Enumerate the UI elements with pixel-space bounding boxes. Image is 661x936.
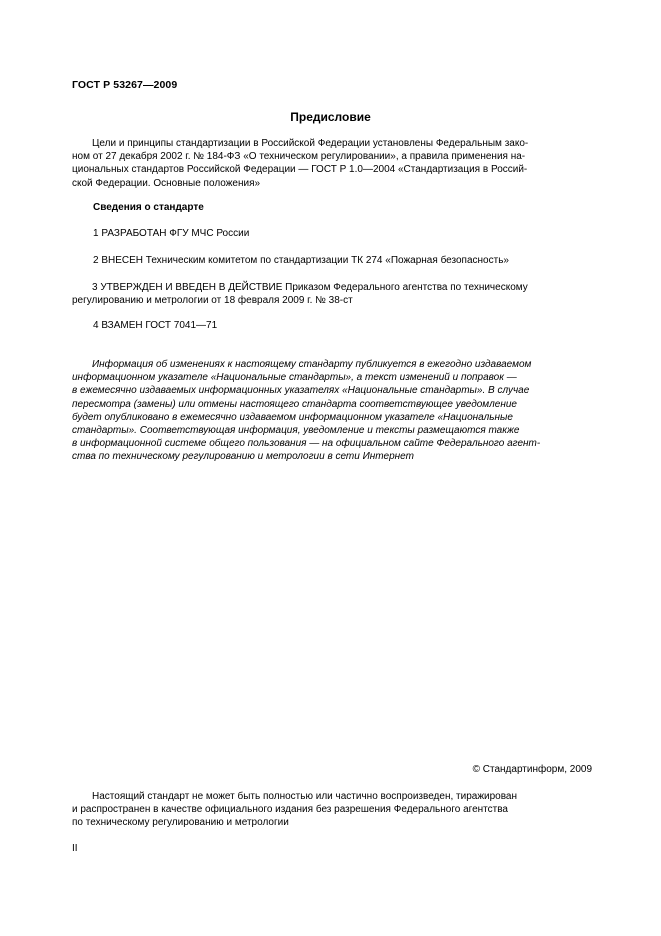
item-replaces: 4 ВЗАМЕН ГОСТ 7041—71: [93, 320, 218, 331]
info-line: пересмотра (замены) или отмены настоящего стандарта соответствующее уведомление: [72, 398, 517, 410]
info-line: в информационной системе общего пользования — на официальном сайте Федерального агент-: [72, 438, 541, 450]
item-approved-line: 3 УТВЕРЖДЕН И ВВЕДЕН В ДЕЙСТВИЕ Приказом Федерального агентства по техническому: [92, 282, 528, 293]
standard-info-subheading: Сведения о стандарте: [93, 202, 204, 213]
info-line: стандарты». Соответствующая информация, уведомление и тексты размещаются также: [72, 425, 520, 437]
intro-line: циональных стандартов Российской Федерации — ГОСТ Р 1.0—2004 «Стандартизация в Россий-: [72, 164, 528, 176]
page-title: Предисловие: [290, 110, 371, 124]
info-line: в ежемесячно издаваемых информационных указателях «Национальные стандарты». В случае: [72, 385, 530, 397]
info-paragraph: [72, 358, 592, 464]
item-approved-line: регулированию и метрологии от 18 февраля 2009 г. № 38-ст: [72, 295, 353, 307]
info-line: ства по техническому регулированию и метрологии в сети Интернет: [72, 451, 414, 463]
info-line: информационном указателе «Национальные стандарты», а текст изменений и поправок —: [72, 372, 517, 384]
intro-line: ном от 27 декабря 2002 г. № 184-ФЗ «О техническом регулировании», а правила применения на-: [72, 151, 526, 163]
item-developed: 1 РАЗРАБОТАН ФГУ МЧС России: [93, 228, 250, 239]
item-approved: [72, 281, 592, 307]
reproduction-notice: [72, 790, 592, 830]
intro-paragraph: [72, 137, 592, 190]
notice-line: по техническому регулированию и метрологии: [72, 817, 289, 829]
intro-line: ской Федерации. Основные положения»: [72, 177, 261, 189]
page-number: II: [72, 843, 78, 854]
notice-line: Настоящий стандарт не может быть полностью или частично воспроизведен, тиражирован: [92, 791, 517, 802]
item-submitted: 2 ВНЕСЕН Техническим комитетом по стандартизации ТК 274 «Пожарная безопасность»: [93, 255, 509, 266]
info-line: Информация об изменениях к настоящему стандарту публикуется в ежегодно издаваемом: [92, 359, 532, 370]
copyright: © Стандартинформ, 2009: [472, 764, 592, 775]
standard-code-header: ГОСТ Р 53267—2009: [72, 79, 178, 91]
notice-line: и распространен в качестве официального издания без разрешения Федерального агентства: [72, 804, 508, 816]
info-line: будет опубликовано в ежемесячно издаваемом информационном указателе «Национальные: [72, 411, 513, 423]
intro-line: Цели и принципы стандартизации в Российской Федерации установлены Федеральным зако-: [92, 138, 529, 149]
